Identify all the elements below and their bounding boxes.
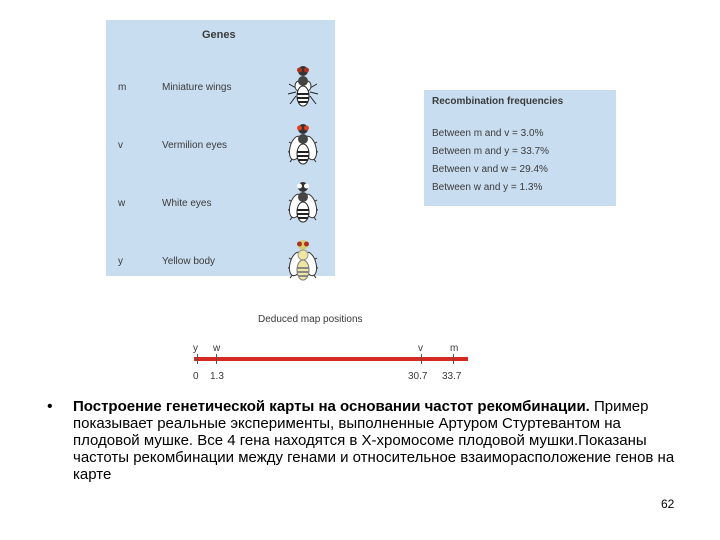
map-gene-w: w [213, 343, 221, 354]
gene-row-y [106, 248, 335, 288]
fruit-fly-vermilion-eyes-icon [286, 116, 320, 170]
map-position-v: 30.7 [408, 371, 428, 382]
gene-description: Miniature wings [162, 82, 232, 93]
gene-description: Vermilion eyes [162, 140, 228, 151]
gene-description: Yellow body [162, 256, 216, 267]
bullet: • [47, 398, 53, 415]
map-gene-v: v [418, 343, 423, 354]
gene-row-v [106, 132, 335, 172]
fruit-fly-white-eyes-icon [286, 174, 320, 228]
map-tick [453, 354, 454, 364]
genes-panel [106, 20, 335, 276]
map-position-m: 33.7 [442, 371, 462, 382]
recombination-line: Between w and y = 1.3% [432, 182, 543, 193]
map-title: Deduced map positions [258, 314, 363, 325]
map-position-y: 0 [193, 371, 199, 382]
chromosome-map-line [194, 357, 468, 361]
recombination-panel [424, 90, 616, 206]
gene-symbol: v [118, 140, 123, 151]
gene-description: White eyes [162, 198, 212, 209]
recombination-line: Between v and w = 29.4% [432, 164, 548, 175]
gene-row-m [106, 74, 335, 114]
caption-bold: Построение генетической карты на основании частот рекомбинации. [73, 398, 590, 415]
genes-title: Genes [202, 29, 236, 41]
map-tick [421, 354, 422, 364]
map-position-w: 1.3 [210, 371, 224, 382]
fruit-fly-miniature-wings-icon [286, 58, 320, 112]
map-tick [216, 354, 217, 364]
recombination-line: Between m and y = 33.7% [432, 146, 550, 157]
page-number: 62 [661, 497, 675, 511]
gene-symbol: w [118, 198, 126, 209]
recombination-line: Between m and v = 3.0% [432, 128, 544, 139]
gene-symbol: y [118, 256, 123, 267]
fruit-fly-yellow-body-icon [286, 232, 320, 286]
map-tick [197, 354, 198, 364]
caption [73, 398, 683, 483]
caption-text: Пример показывает реальные эксперименты, выполненные Артуром Стуртевантом на плодовой мушке. Все 4 гена находятся в Х-хромосоме плодовой мушки.Показаны частоты рекомбинации между генами и относительное взаиморасположение генов на карте [73, 398, 675, 483]
gene-symbol: m [118, 82, 127, 93]
recombination-title: Recombination frequencies [432, 96, 564, 107]
map-gene-y: y [193, 343, 198, 354]
gene-row-w [106, 190, 335, 230]
map-gene-m: m [450, 343, 459, 354]
